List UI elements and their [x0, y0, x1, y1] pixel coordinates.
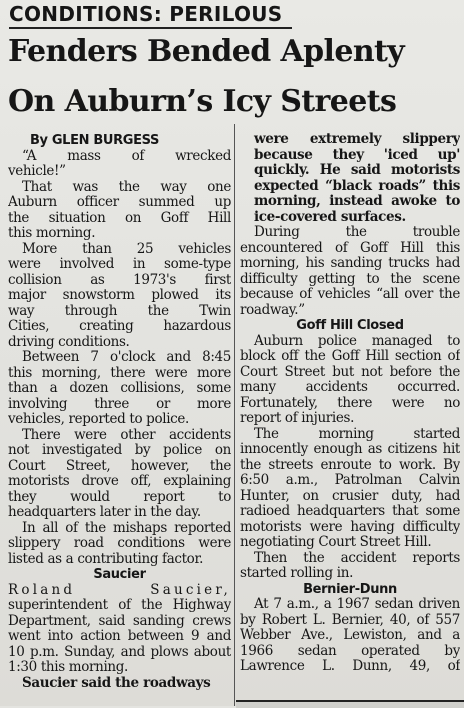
text-line: morning, instead awoke to — [254, 194, 460, 209]
text-line: Court Street, however, the — [8, 458, 231, 474]
text-line: the situation on Goff Hill — [8, 210, 231, 226]
column-rule — [234, 124, 235, 706]
text-line: radioed headquarters that some — [240, 504, 460, 519]
text-line: slippery road conditions were — [8, 536, 231, 551]
text-line: Saucier said the roadways — [22, 675, 211, 691]
subhead-goff-hill-closed: Goff Hill Closed — [296, 318, 404, 333]
text-line: Lawrence L. Dunn, 49, of — [240, 659, 460, 674]
text-line: vehicles, reported to police. — [8, 412, 189, 427]
text-line: expected “black roads” this — [254, 178, 460, 194]
text-line: motorists drove off, explaining — [8, 474, 231, 489]
text-line: report of injuries. — [240, 411, 355, 426]
text-line: 1:30 this morning. — [8, 660, 128, 675]
text-line: many accidents occurred. — [240, 380, 460, 395]
text-line: by Robert L. Bernier, 40, of 557 — [240, 612, 460, 628]
text-line: 1966 sedan operated by — [240, 643, 460, 659]
text-line: roadway.” — [240, 302, 305, 318]
text-line: That was the way one — [22, 179, 231, 195]
text-line: they would report to — [8, 489, 231, 505]
text-line: because of vehicles “all over the — [240, 287, 460, 302]
text-line: In all of the mishaps reported — [22, 520, 231, 536]
text-line: negotiating Court Street Hill. — [240, 535, 432, 550]
byline: By GLEN BURGESS — [30, 133, 160, 148]
text-line: There were other accidents — [22, 427, 231, 443]
text-line: Then the accident reports — [254, 550, 460, 566]
text-line: Court Street but not before the — [240, 364, 460, 380]
text-line: 6:50 a.m., Patrolman Calvin — [240, 473, 460, 488]
text-line: driving conditions. — [8, 334, 130, 350]
subhead-saucier: Saucier — [93, 567, 146, 582]
text-line: Auburn police managed to — [254, 333, 460, 349]
text-line: More than 25 vehicles — [22, 241, 231, 257]
article-column-1 — [8, 133, 231, 691]
text-line: The morning started — [254, 426, 460, 442]
text-line: this morning, there were more — [8, 365, 231, 381]
text-line: motorists were having difficulty — [240, 519, 460, 535]
text-line: Between 7 o'clock and 8:45 — [22, 350, 231, 365]
text-line: Hunter, on crusier duty, had — [240, 488, 460, 504]
headline-line-1: Fenders Bended Aplenty — [8, 34, 405, 69]
text-line: vehicle!” — [8, 164, 66, 179]
text-line: because they 'iced up' — [254, 147, 460, 163]
text-line: major snowstorm plowed its — [8, 288, 231, 303]
text-line: way through the Twin — [8, 303, 231, 319]
text-line: collision as 1973's first — [8, 272, 231, 288]
text-line: not investigated by police on — [8, 443, 231, 458]
text-line: the streets enroute to work. By — [240, 457, 460, 473]
text-line: morning, his sanding trucks had — [240, 256, 460, 271]
text-line: Department, said sanding crews — [8, 613, 231, 629]
bottom-rule — [236, 700, 464, 708]
text-line: innocently enough as citizens hit — [240, 442, 460, 457]
text-line: involving three or more — [8, 396, 231, 412]
text-line: Auburn officer summed up — [8, 195, 231, 210]
text-line: difficulty getting to the scene — [240, 271, 460, 287]
text-line: superintendent of the Highway — [8, 598, 231, 613]
text-line: were involved in some-type — [8, 257, 231, 272]
text-line: 10 p.m. Sunday, and plows about — [8, 644, 231, 660]
text-line: than a dozen collisions, some — [8, 381, 231, 396]
article-column-2 — [240, 132, 460, 675]
text-line: block off the Goff Hill section of — [240, 349, 460, 364]
text-line: headquarters later in the day. — [8, 505, 201, 520]
text-line: At 7 a.m., a 1967 sedan driven — [254, 597, 460, 612]
text-line: Webber Ave., Lewiston, and a — [240, 628, 460, 643]
text-line: were extremely slippery — [254, 132, 460, 147]
text-line: Fortunately, there were no — [240, 395, 460, 411]
text-line: Roland Saucier, — [8, 582, 231, 598]
kicker-headline: CONDITIONS: PERILOUS — [9, 1, 292, 29]
text-line: this morning. — [8, 226, 96, 241]
text-line: went into action between 9 and — [8, 629, 231, 644]
text-line: quickly. He said motorists — [254, 163, 460, 178]
text-line: Cities, creating hazardous — [8, 319, 231, 334]
text-line: ice-covered surfaces. — [254, 209, 406, 225]
text-line: encountered of Goff Hill this — [240, 240, 460, 256]
headline-line-2: On Auburn’s Icy Streets — [8, 84, 397, 119]
text-line: During the trouble — [254, 225, 460, 240]
text-line: started rolling in. — [240, 566, 354, 581]
subhead-bernier-dunn: Bernier-Dunn — [303, 581, 397, 597]
text-line: listed as a contributing factor. — [8, 551, 204, 567]
text-line: “A mass of wrecked — [22, 148, 231, 164]
